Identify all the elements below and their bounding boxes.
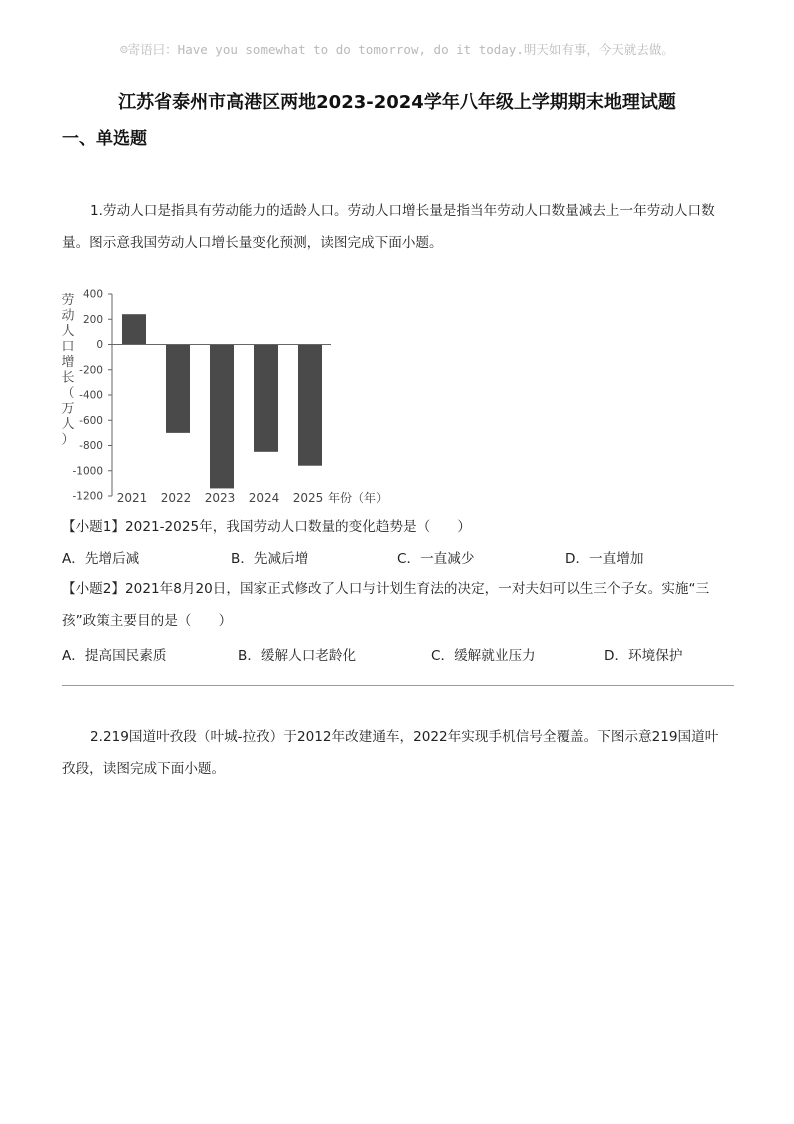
x-axis-categories <box>117 491 324 505</box>
y-axis-label-char: ） <box>61 432 75 448</box>
y-axis-ticks <box>72 289 112 503</box>
sub1-option-d[interactable]: D．一直增加 <box>565 551 644 567</box>
y-axis-label-char: 增 <box>61 355 75 370</box>
section-heading: 一、单选题 <box>62 129 147 149</box>
x-category-label: 2021 <box>116 491 148 505</box>
question-1-intro-line-1: 1.劳动人口是指具有劳动能力的适龄人口。劳动人口增长量是指当年劳动人口数量减去上一年劳动人口数 <box>90 203 715 219</box>
sub-question-2-stem-line-2: 孩”政策主要目的是（ ） <box>62 613 233 629</box>
y-tick-label: -800 <box>79 440 103 452</box>
x-category-label: 2023 <box>204 491 236 505</box>
y-tick-label: 400 <box>82 288 103 301</box>
y-tick-label: -400 <box>79 389 103 402</box>
y-tick-label: -1000 <box>72 465 103 478</box>
y-axis-label-char: 万 <box>61 401 75 417</box>
x-category-label: 2025 <box>292 491 324 505</box>
y-tick-label: -1200 <box>72 490 103 503</box>
bar-2023 <box>210 345 234 489</box>
bar-2021 <box>122 314 146 344</box>
y-axis-label-char: 动 <box>61 308 75 324</box>
x-axis-label: 年份（年） <box>328 491 389 505</box>
y-tick-label: 200 <box>82 313 103 326</box>
document-title: 江苏省泰州市高港区两地2023-2024学年八年级上学期期末地理试题 <box>118 92 676 113</box>
sub-question-1-stem: 【小题1】2021-2025年，我国劳动人口数量的变化趋势是（ ） <box>62 519 471 535</box>
sub-question-2-stem-line-1: 【小题2】2021年8月20日，国家正式修改了人口与计划生育法的决定，一对夫妇可以生三个子女。实施“三 <box>62 581 710 597</box>
sub2-option-a[interactable]: A．提高国民素质 <box>62 648 167 664</box>
y-axis-label-char: 口 <box>61 339 75 355</box>
y-axis-label-char: 长 <box>61 370 75 386</box>
page-motto: ☺寄语曰：Have you somewhat to do tomorrow, do it today.明天如有事，今天就去做。 <box>120 42 674 57</box>
y-tick-label: -600 <box>79 414 103 427</box>
question-2-intro-line-1: 2.219国道叶孜段（叶城-拉孜）于2012年改建通车，2022年实现手机信号全覆盖。下图示意219国道叶 <box>90 729 719 745</box>
y-axis-label-char: 人 <box>61 417 75 432</box>
question-1-intro-line-2: 量。图示意我国劳动人口增长量变化预测，读图完成下面小题。 <box>62 235 443 251</box>
sub-question-2-stem <box>62 573 734 637</box>
y-tick-label: -200 <box>79 364 103 377</box>
y-axis-label <box>61 293 74 448</box>
sub1-option-b[interactable]: B．先减后增 <box>231 551 309 567</box>
question-divider <box>62 685 734 686</box>
question-1-intro <box>62 195 734 259</box>
x-category-label: 2024 <box>248 491 280 505</box>
y-axis-label-char: （ <box>61 386 75 401</box>
question-2-intro-line-2: 孜段，读图完成下面小题。 <box>62 761 226 777</box>
sub2-option-c[interactable]: C．缓解就业压力 <box>431 648 536 664</box>
bar-2022 <box>166 345 190 433</box>
question-2-intro <box>62 721 734 785</box>
sub1-option-a[interactable]: A．先增后减 <box>62 551 140 567</box>
bar-2024 <box>254 345 278 452</box>
sub2-option-b[interactable]: B．缓解人口老龄化 <box>238 648 357 664</box>
y-tick-label: 0 <box>96 339 103 351</box>
sub2-option-d[interactable]: D．环境保护 <box>604 648 683 664</box>
x-category-label: 2022 <box>160 491 192 505</box>
bar-2025 <box>298 345 322 466</box>
y-axis-label-char: 人 <box>61 324 75 339</box>
bars <box>122 314 322 488</box>
labor-growth-bar-chart <box>55 282 400 510</box>
sub1-option-c[interactable]: C．一直减少 <box>397 551 475 567</box>
y-axis-label-char: 劳 <box>61 293 75 308</box>
